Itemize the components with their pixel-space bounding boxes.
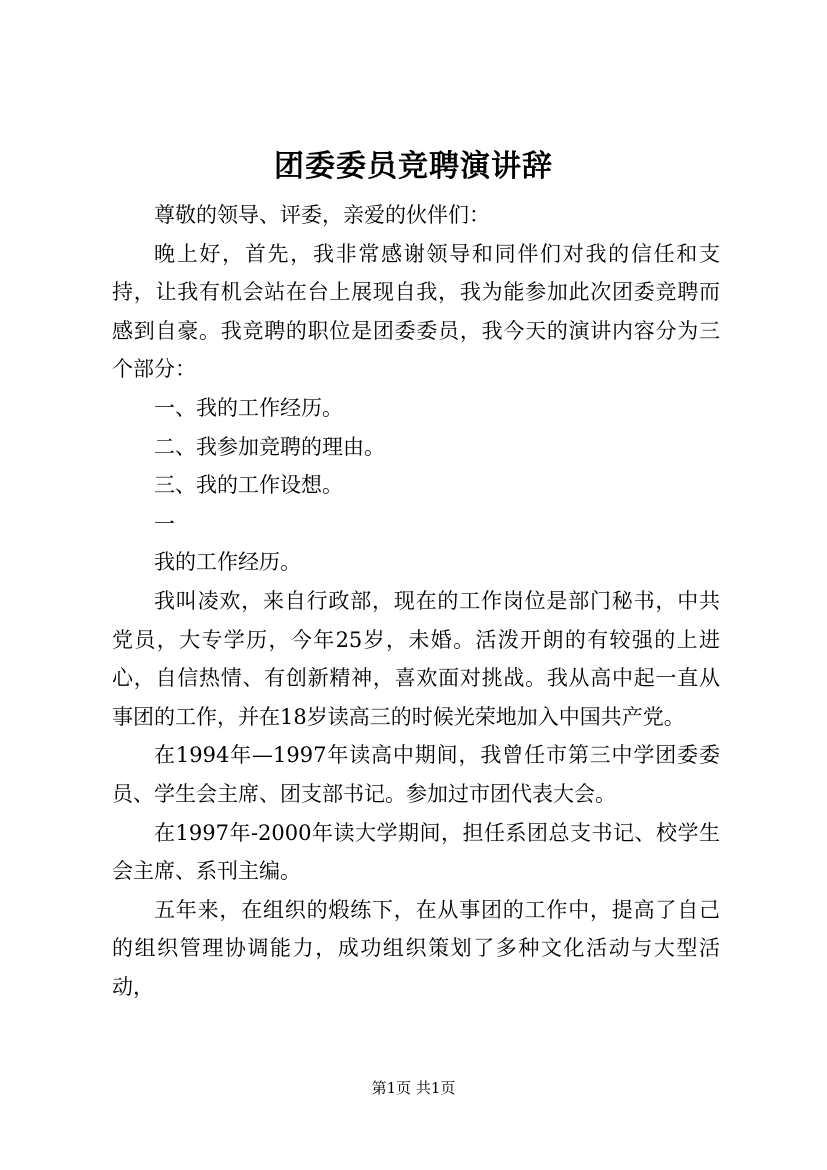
section-heading: 我的工作经历。 [154, 550, 301, 575]
paragraph-greeting: 尊敬的领导、评委，亲爱的伙伴们： [154, 203, 490, 227]
section-number: 一 [154, 511, 175, 536]
outline-item-3: 三、我的工作设想。 [154, 473, 343, 498]
page-footer: 第1页 共1页 [371, 1079, 456, 1097]
paragraph-university: 在1997年-2000年读大学期间，担任系团总支书记、校学生会主席、系刊主编。 [112, 820, 720, 884]
outline-item-1: 一、我的工作经历。 [154, 395, 343, 420]
paragraph-high-school: 在1994年—1997年读高中期间，我曾任市第三中学团委委员、学生会主席、团支部书记。参加过市团代表大会。 [112, 743, 720, 806]
document-title: 团委委员竞聘演讲辞 [274, 149, 553, 184]
paragraph-intro: 晚上好，首先，我非常感谢领导和同伴们对我的信任和支持，让我有机会站在台上展现自我，我为能参加此次团委竞聘而感到自豪。我竞聘的职位是团委委员，我今天的演讲内容分为三个部分： [112, 241, 720, 382]
outline-item-2: 二、我参加竞聘的理由。 [154, 434, 385, 459]
paragraph-self-introduction: 我叫凌欢，来自行政部，现在的工作岗位是部门秘书，中共党员，大专学历，今年25岁，未婚。活泼开朗的有较强的上进心，自信热情、有创新精神，喜欢面对挑战。我从高中起一直从事团的工作，并在18岁读高三的时候光荣地加入中国共产党。 [112, 588, 720, 729]
document-body [112, 196, 720, 1006]
paragraph-experience: 五年来，在组织的煅练下，在从事团的工作中，提高了自己的组织管理协调能力，成功组织策划了多种文化活动与大型活动， [112, 897, 720, 999]
